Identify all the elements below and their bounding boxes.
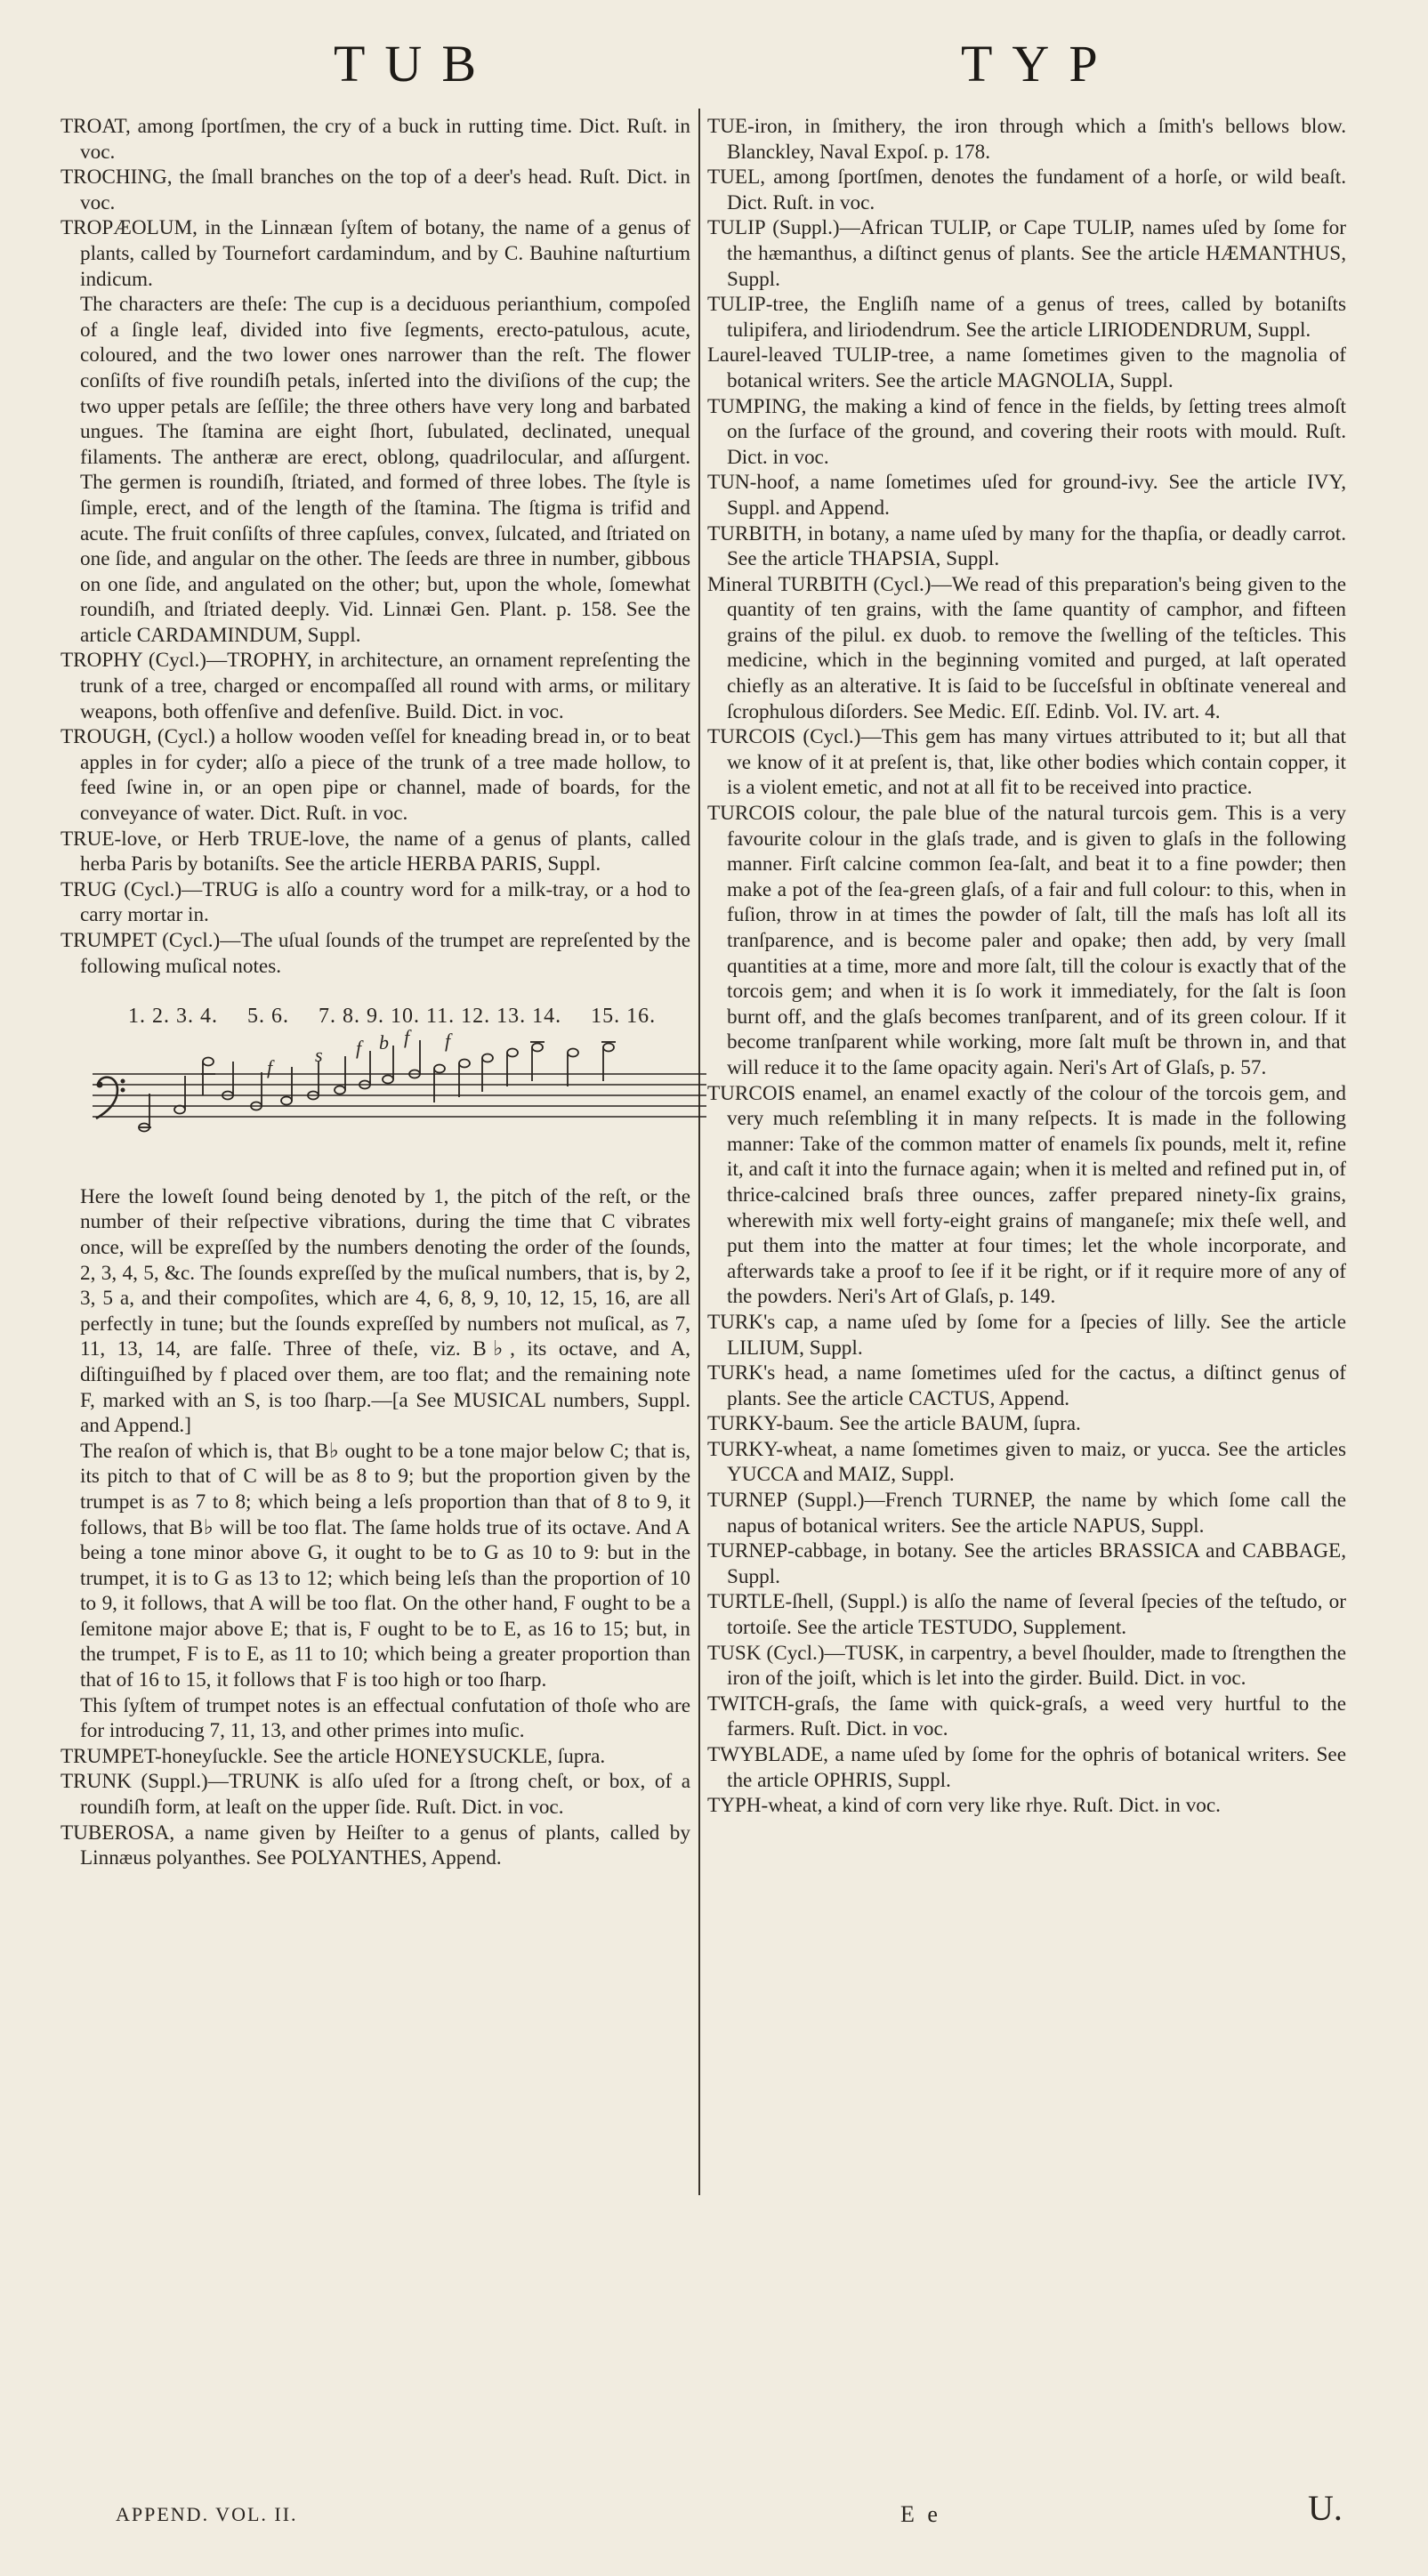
paragraph: This ſyſtem of trumpet notes is an effectual confutation of thoſe who are for introducing 7, 11, 13, and other primes into muſic. [80,1693,690,1743]
entry: TRUNK (Suppl.)—TRUNK is alſo uſed for a ſtrong cheſt, or box, of a roundiſh form, at leaſt on the upper ſide. Ruſt. Dict. in voc. [61,1770,690,1820]
svg-text:f: f [445,1029,451,1052]
entry: TWYBLADE, a name uſed by ſome for the ophris of botanical writers. See the article OPHRIS, Suppl. [707,1743,1346,1792]
page-footer [0,2487,1428,2540]
running-head-right: TYP [961,35,1117,93]
entry: TURK's cap, a name uſed by ſome for a ſpecies of lilly. See the article LILIUM, Suppl. [707,1310,1346,1360]
entry: TROAT, among ſportſmen, the cry of a buck in rutting time. Dict. Ruſt. in voc. [61,115,690,164]
entry: Mineral TURBITH (Cycl.)—We read of this preparation's being given to the quantity of ten grains, with the ſame quantity of camphor, and fifteen grains of the pilul. ex duob. to remove the ſwelling of the teſticles. This medicine, which in the beginning vomited and purged, at laſt operated chiefly as an alterative. It is ſaid to be ſucceſsful in obſtinate venereal and ſcrophulous diſorders. See Medic. Eſſ. Edinb. Vol. IV. art. 4. [707,572,1346,723]
entry: TUMPING, the making a kind of fence in the fields, by ſetting trees almoſt on the ſurface of the ground, and covering their roots with mould. Ruſt. Dict. in voc. [707,394,1346,469]
entry: TURCOIS enamel, an enamel exactly of the colour of the torcois gem, and very much reſembling it in many reſpects. It is made in the following manner: Take of the common matter of enamels ſix pounds, melt it, refine it, and caſt it into the furnace again; when it is melted and refined put in, of thrice-calcined braſs three ounces, zaffer prepared ninety-ſix grains, wherewith mix well forty-eight grains of manganeſe; mix theſe well, and put them into the matter at four times; let the whole incorporate, and afterwards take a proof to ſee if it be right, or if it require more of any of the powders. Neri's Art of Glaſs, p. 149. [707,1081,1346,1309]
entry: TRUMPET (Cycl.)—The uſual ſounds of the trumpet are repreſented by the following muſical notes. [61,929,690,978]
entry: TUE-iron, in ſmithery, the iron through which a ſmith's bellows blow. Blanckley, Naval Expoſ. p. 178. [707,115,1346,164]
entry: TYPH-wheat, a kind of corn very like rhye. Ruſt. Dict. in voc. [707,1794,1221,1818]
entry: TULIP (Suppl.)—African TULIP, or Cape TULIP, names uſed by ſome for the hæmanthus, a diſtinct genus of plants. See the article HÆMANTHUS, Suppl. [707,216,1346,291]
entry: TULIP-tree, the Engliſh name of a genus of trees, called by botaniſts tulipifera, and liriodendrum. See the article LIRIODENDRUM, Suppl. [707,293,1346,342]
entry: TURKY-wheat, a name ſometimes given to maiz, or yucca. See the articles YUCCA and MAIZ, Suppl. [707,1437,1346,1487]
right-column [707,114,1346,1819]
note-numbers: 5. 6. [247,1005,289,1029]
entry-description: The characters are theſe: The cup is a deciduous perianthium, compoſed of a ſingle leaf, divided into five ſegments, erecto-patulous, acute, coloured, and the two lower ones narrower than the reſt. The flower conſiſts of five roundiſh petals, inſerted into the diviſions of the cup; the two upper petals are ſeſſile; the three others have very long and barbated ungues. The ſtamina are eight ſhort, ſubulated, declinated, unequal filaments. The antheræ are erect, oblong, quadrilocular, and aſſurgent. The germen is roundiſh, ſtriated, and formed of three lobes. The ſtyle is ſimple, erect, and of the length of the ſtamina. The ſtigma is trifid and acute. The fruit conſiſts of three capſules, convex, ſulcated, and ſtriated on one ſide, and angular on the other. The ſeeds are three in number, gibbous on one ſide, and angulated on the other; but, upon the whole, ſomewhat roundiſh, and ſtriated deeply. Vid. Linnæi Gen. Plant. p. 158. See the article CARDAMINDUM, Suppl. [80,293,690,647]
entry: TROUGH, (Cycl.) a hollow wooden veſſel for kneading bread in, or to beat apples in for cyder; alſo a piece of the trunk of a tree made hollow, to feed ſwine in, or an open pipe or channel, made of boards, for the conveyance of water. Dict. Ruſt. in voc. [61,725,690,826]
entry: TROCHING, the ſmall branches on the top of a deer's head. Ruſt. Dict. in voc. [61,166,690,214]
entry: TUBEROSA, a name given by Heiſter to a genus of plants, called by Linnæus polyanthes. See POLYANTHES, Append. [61,1821,690,1870]
entry: TURK's head, a name ſometimes uſed for the cactus, a diſtinct genus of plants. See the article CACTUS, Append. [707,1361,1346,1410]
footer-catchword: U. [1308,2488,1343,2528]
column-divider [698,109,700,2195]
entry: TURBITH, in botany, a name uſed by many for the thapſia, or deadly carrot. See the article THAPSIA, Suppl. [707,521,1346,571]
entry: TWITCH-graſs, the ſame with quick-graſs, a weed very hurtful to the farmers. Ruſt. Dict. in voc. [707,1692,1346,1741]
paragraph: The reaſon of which is, that B♭ ought to be a tone major below C; that is, its pitch to that of C will be as 8 to 9; but the proportion given by the trumpet is as 7 to 8; which being a leſs proportion than that of 8 to 9, it follows, that B♭ will be too flat. The ſame holds true of its octave. And A being a tone minor above G, it ought to be to G as 10 to 9: but in the trumpet, it is to G as 13 to 12; which being leſs than the proportion of 10 to 9, it follows, that A will be too flat. On the other hand, F ought to be a ſemitone major above E; that is, F ought to be to E, as 16 to 15; but, in the trumpet, F is to E, as 11 to 10; which being a greater proportion than that of 16 to 15, it follows that F is too high or too ſharp. [80,1439,690,1692]
entry: TURCOIS colour, the pale blue of the natural turcois gem. This is a very favourite colour in the glaſs trade, and is given to glaſs in the following manner. Firſt calcine common ſea-ſalt, and beat it to a fine powder; then make a pot of the ſea-green glaſs, of a fair and full colour: to this, when in fuſion, throw in at times the powder of ſalt, till the maſs has loſt all its tranſparence, and is become paler and opake; then add, by very ſmall quantities at a time, more and more ſalt, till the colour is exactly that of the torcois gem; and when it is ſo work it immediately, for the ſalt is ſoon burnt off, and the glaſs becomes tranſparent, and of its green colour. If it become tranſparent while working, more ſalt muſt be thrown in, and that will reduce it to the ſame opacity again. Neri's Art of Glaſs, p. 57. [707,802,1346,1079]
entry: TROPÆOLUM, in the Linnæan ſyſtem of botany, the name of a genus of plants, called by Tournefort cardamindum, and by C. Bauhine naſturtium indicum. [61,216,690,291]
running-head-left: TUB [334,35,496,93]
footer-signature: E e [900,2501,941,2527]
entry: TUN-hoof, a name ſometimes uſed for ground-ivy. See the article IVY, Suppl. and Append. [707,471,1346,520]
note-number-row [61,1004,690,1030]
music-staff-illustration [93,1025,706,1145]
entry: TUSK (Cycl.)—TUSK, in carpentry, a bevel ſhoulder, made to ſtrengthen the iron of the joiſt, which is let into the girder. Build. Dict. in voc. [707,1641,1346,1691]
entry: TRUMPET-honeyſuckle. See the article HONEYSUCKLE, ſupra. [61,1744,606,1768]
svg-text:s: s [315,1043,323,1066]
entry: TURCOIS (Cycl.)—This gem has many virtues attributed to it; but all that we know of it at preſent is, that, like other bodies which contain copper, it is a violent emetic, and not at all fit to be received into practice. [707,725,1346,800]
note-numbers: 15. 16. [591,1005,657,1029]
entry: TUEL, among ſportſmen, denotes the fundament of a horſe, or wild beaſt. Dict. Ruſt. in voc. [707,166,1346,214]
entry: TROPHY (Cycl.)—TROPHY, in architecture, an ornament repreſenting the trunk of a tree, charged or encompaſſed all round with arms, or military weapons, both offenſive and defenſive. Build. Dict. in voc. [61,649,690,723]
bass-clef-icon [96,1077,125,1118]
entry: TURNEP-cabbage, in botany. See the articles BRASSICA and CABBAGE, Suppl. [707,1539,1346,1588]
paragraph: Here the loweſt ſound being denoted by 1, the pitch of the reſt, or the number of their reſpective vibrations, during the time that C vibrates once, will be expreſſed by the numbers denoting the order of the ſounds, 2, 3, 4, 5, &c. The ſounds expreſſed by the muſical numbers, that is, by 2, 3, 5 a, and their compoſites, which are 4, 6, 8, 9, 10, 12, 15, 16, are all perfectly in tune; but the ſounds expreſſed by numbers not muſical, as 7, 11, 13, 14, are falſe. Three of theſe, viz. B♭, its octave, and A, diſtinguiſhed by f placed over them, are too flat; and the remaining note F, marked with an S, is too ſharp.—[a See MUSICAL numbers, Suppl. and Append.] [80,1184,690,1438]
entry: TURTLE-ſhell, (Suppl.) is alſo the name of ſeveral ſpecies of the teſtudo, or tortoiſe. See the article TESTUDO, Supplement. [707,1590,1346,1640]
entry: TURKY-baum. See the article BAUM, ſupra. [707,1412,1081,1436]
entry: Laurel-leaved TULIP-tree, a name ſometimes given to the magnolia of botanical writers. See the article MAGNOLIA, Suppl. [707,343,1346,392]
note-numbers: 7. 8. 9. 10. 11. 12. 13. 14. [319,1005,562,1029]
running-head [0,34,1428,96]
entry: TRUG (Cycl.)—TRUG is alſo a country word for a milk-tray, or a hod to carry mortar in. [61,877,690,927]
left-column [61,114,690,1871]
svg-text:b: b [379,1030,389,1054]
entry: TURNEP (Suppl.)—French TURNEP, the name by which ſome call the napus of botanical writers. See the article NAPUS, Suppl. [707,1489,1346,1538]
entry: TRUE-love, or Herb TRUE-love, the name of a genus of plants, called herba Paris by botaniſts. See the article HERBA PARIS, Suppl. [61,827,690,876]
note-numbers: 1. 2. 3. 4. [128,1005,218,1029]
svg-text:f: f [404,1025,410,1048]
svg-text:f: f [356,1036,362,1059]
svg-text:f: f [267,1055,273,1078]
footer-volume: APPEND. VOL. II. [116,2503,298,2525]
